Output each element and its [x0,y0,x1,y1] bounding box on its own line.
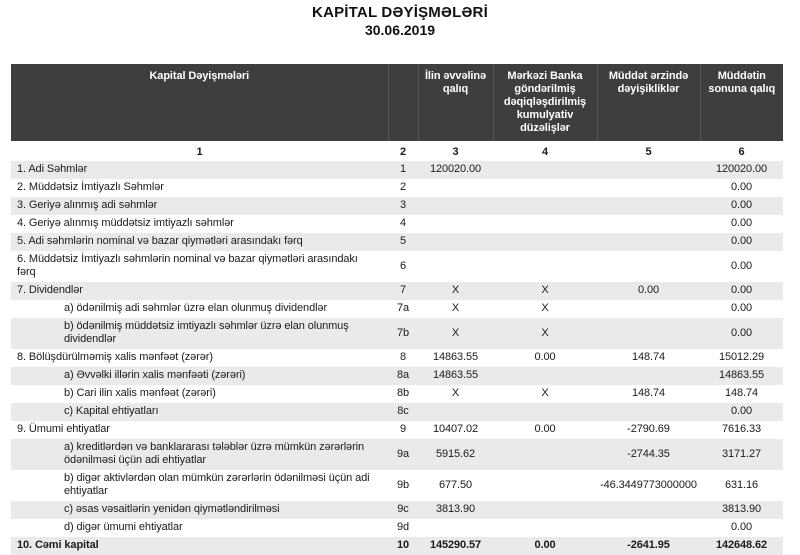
closing-balance-value: 0.00 [700,282,783,300]
cumulative-adjustments-value [493,197,597,215]
table-row [11,421,783,439]
cumulative-adjustments-value [493,367,597,385]
row-label: 9. Ümumi ehtiyatlar [11,421,388,439]
table-row [11,470,783,501]
closing-balance-value: 120020.00 [700,161,783,179]
cumulative-adjustments-value [493,161,597,179]
closing-balance-value: 0.00 [700,300,783,318]
col-number-3: 3 [418,141,493,161]
closing-balance-value: 0.00 [700,403,783,421]
table-row [11,300,783,318]
opening-balance-value [418,403,493,421]
row-label: 6. Müddətsiz İmtiyazlı səhmlərin nominal və bazar qiymətləri arasındakı fərq [11,251,388,282]
table-row [11,501,783,519]
opening-balance-value: X [418,318,493,349]
period-changes-value [597,179,700,197]
opening-balance-value: 3813.90 [418,501,493,519]
row-label: c) əsas vəsaitlərin yenidən qiymətləndirilməsi [11,501,388,519]
cumulative-adjustments-value: X [493,385,597,403]
cumulative-adjustments-value [493,470,597,501]
period-changes-value [597,197,700,215]
period-changes-value [597,233,700,251]
col-header-closing-balance: Müddətin sonuna qalıq [700,64,783,141]
header-label-row [11,64,783,141]
cumulative-adjustments-value: X [493,300,597,318]
report-date: 30.06.2019 [364,22,436,38]
row-code: 9c [388,501,418,519]
table-row [11,161,783,179]
closing-balance-value: 3171.27 [700,439,783,470]
row-code: 4 [388,215,418,233]
table-row [11,439,783,470]
row-label: 1. Adi Səhmlər [11,161,388,179]
period-changes-value [597,501,700,519]
opening-balance-value [418,215,493,233]
row-code: 9b [388,470,418,501]
cumulative-adjustments-value [493,251,597,282]
closing-balance-value: 0.00 [700,233,783,251]
opening-balance-value: X [418,300,493,318]
opening-balance-value: 120020.00 [418,161,493,179]
row-label: b) digər aktivlərdən olan mümkün zərərlərin ödənilməsi üçün adi ehtiyatlar [11,470,388,501]
cumulative-adjustments-value [493,233,597,251]
row-code: 8c [388,403,418,421]
col-number-2: 2 [388,141,418,161]
closing-balance-value: 0.00 [700,251,783,282]
col-header-opening-balance: İlin əvvəlinə qalıq [418,64,493,141]
row-label: 3. Geriyə alınmış adi səhmlər [11,197,388,215]
period-changes-value: 0.00 [597,282,700,300]
cumulative-adjustments-value: X [493,318,597,349]
header-number-row [11,141,783,161]
table-row [11,385,783,403]
row-label: b) ödənilmiş müddətsiz imtiyazlı səhmlər üzrə elan olunmuş dividendlər [11,318,388,349]
capital-changes-table [11,64,783,555]
row-label: 7. Dividendlər [11,282,388,300]
page-title: KAPİTAL DƏYİŞMƏLƏRİ [312,4,488,21]
row-label: a) Əvvəlki illərin xalis mənfəəti (zərəri) [11,367,388,385]
closing-balance-value: 0.00 [700,318,783,349]
closing-balance-value: 142648.62 [700,537,783,555]
cumulative-adjustments-value [493,403,597,421]
closing-balance-value: 148.74 [700,385,783,403]
opening-balance-value: X [418,282,493,300]
opening-balance-value: 677.50 [418,470,493,501]
period-changes-value [597,215,700,233]
closing-balance-value: 0.00 [700,197,783,215]
row-label: 8. Bölüşdürülməmiş xalis mənfəət (zərər) [11,349,388,367]
period-changes-value [597,300,700,318]
closing-balance-value: 7616.33 [700,421,783,439]
row-label: 2. Müddətsiz İmtiyazlı Səhmlər [11,179,388,197]
opening-balance-value [418,179,493,197]
cumulative-adjustments-value: 0.00 [493,421,597,439]
cumulative-adjustments-value [493,179,597,197]
period-changes-value: -2790.69 [597,421,700,439]
period-changes-value [597,367,700,385]
closing-balance-value: 0.00 [700,215,783,233]
table-row [11,519,783,537]
row-label: 5. Adi səhmlərin nominal və bazar qiymətləri arasındakı fərq [11,233,388,251]
row-code: 9 [388,421,418,439]
row-code: 9a [388,439,418,470]
col-header-central-bank-adjustments: Mərkəzi Banka göndərilmiş dəqiqləşdirilmiş kumulyativ düzəlişlər [493,64,597,141]
table-row [11,403,783,421]
opening-balance-value: 10407.02 [418,421,493,439]
table-row [11,251,783,282]
row-code: 8a [388,367,418,385]
opening-balance-value [418,519,493,537]
col-header-period-changes: Müddət ərzində dəyişikliklər [597,64,700,141]
row-label: 4. Geriyə alınmış müddətsiz imtiyazlı səhmlər [11,215,388,233]
row-label: 10. Cəmi kapital [11,537,388,555]
row-code: 6 [388,251,418,282]
period-changes-value: -46.3449773000000 [597,470,700,501]
table-row [11,197,783,215]
col-number-6: 6 [700,141,783,161]
cumulative-adjustments-value [493,215,597,233]
row-code: 7 [388,282,418,300]
cumulative-adjustments-value [493,501,597,519]
table-header [11,64,783,161]
row-code: 8 [388,349,418,367]
cumulative-adjustments-value: 0.00 [493,537,597,555]
period-changes-value: -2744.35 [597,439,700,470]
row-code: 5 [388,233,418,251]
table-row [11,179,783,197]
opening-balance-value [418,197,493,215]
row-code: 1 [388,161,418,179]
row-code: 2 [388,179,418,197]
period-changes-value: -2641.95 [597,537,700,555]
period-changes-value [597,519,700,537]
row-code: 7a [388,300,418,318]
period-changes-value: 148.74 [597,349,700,367]
table-row [11,215,783,233]
period-changes-value [597,161,700,179]
col-number-4: 4 [493,141,597,161]
row-code: 9d [388,519,418,537]
col-header-kapital-deyismeleri: Kapital Dəyişmələri [11,64,388,141]
closing-balance-value: 631.16 [700,470,783,501]
row-label: c) Kapital ehtiyatları [11,403,388,421]
col-number-1: 1 [11,141,388,161]
row-label: a) ödənilmiş adi səhmlər üzrə elan olunmuş dividendlər [11,300,388,318]
opening-balance-value [418,233,493,251]
closing-balance-value: 3813.90 [700,501,783,519]
col-number-5: 5 [597,141,700,161]
opening-balance-value [418,251,493,282]
period-changes-value [597,403,700,421]
opening-balance-value: 14863.55 [418,367,493,385]
row-label: d) digər ümumi ehtiyatlar [11,519,388,537]
table-row [11,349,783,367]
table-row [11,318,783,349]
opening-balance-value: 145290.57 [418,537,493,555]
opening-balance-value: X [418,385,493,403]
opening-balance-value: 5915.62 [418,439,493,470]
title-block [0,0,800,38]
table-row [11,537,783,555]
row-code: 8b [388,385,418,403]
row-code: 7b [388,318,418,349]
cumulative-adjustments-value: 0.00 [493,349,597,367]
row-label: a) kreditlərdən və banklararası tələblər üzrə mümkün zərərlərin ödənilməsi üçün adi ehtiyatlar [11,439,388,470]
row-code: 10 [388,537,418,555]
closing-balance-value: 0.00 [700,519,783,537]
cumulative-adjustments-value [493,519,597,537]
closing-balance-value: 15012.29 [700,349,783,367]
table-row [11,367,783,385]
opening-balance-value: 14863.55 [418,349,493,367]
table-row [11,233,783,251]
period-changes-value: 148.74 [597,385,700,403]
row-label: b) Cari ilin xalis mənfəət (zərəri) [11,385,388,403]
row-code: 3 [388,197,418,215]
cumulative-adjustments-value [493,439,597,470]
closing-balance-value: 0.00 [700,179,783,197]
col-header-code [388,64,418,141]
table-body [11,161,783,555]
cumulative-adjustments-value: X [493,282,597,300]
table-row [11,282,783,300]
period-changes-value [597,251,700,282]
closing-balance-value: 14863.55 [700,367,783,385]
period-changes-value [597,318,700,349]
